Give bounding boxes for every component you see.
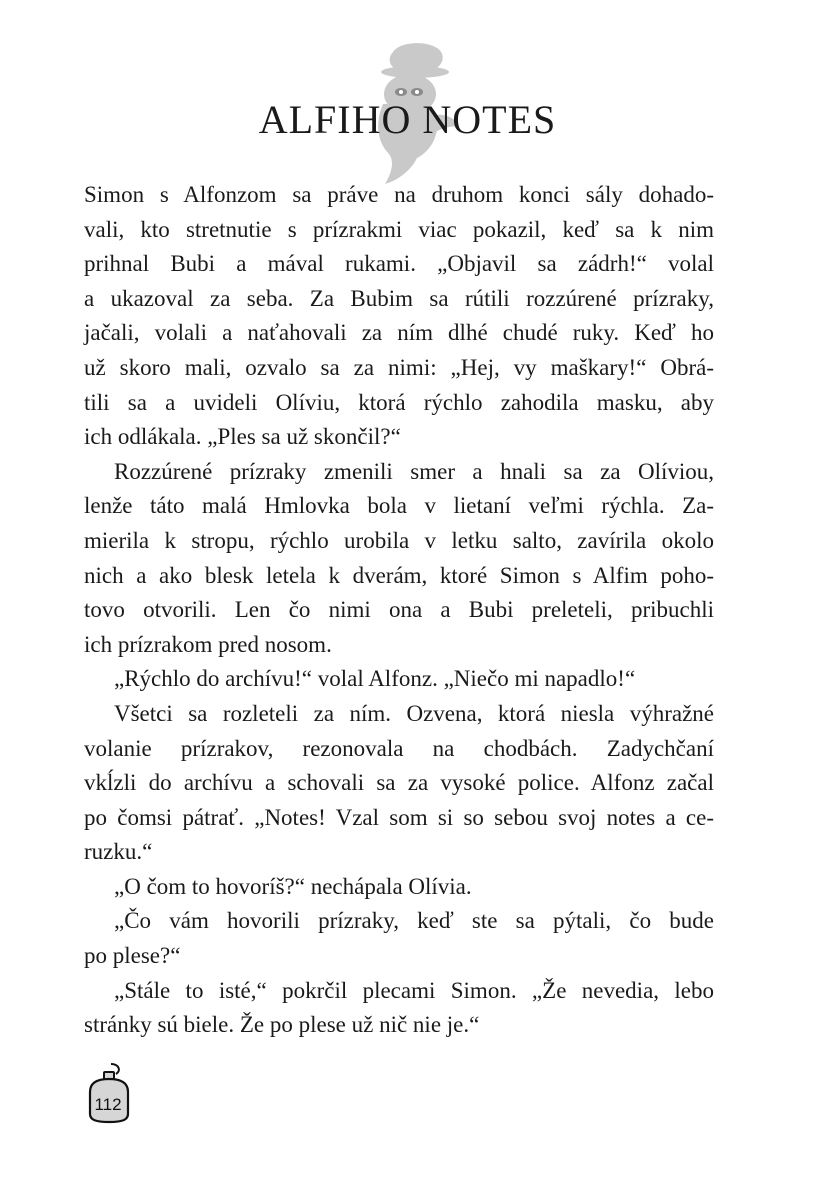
text-line: Simon s Alfonzom sa práve na druhom konci sály dohado- <box>84 182 714 207</box>
text-line: po plese?“ <box>84 943 181 969</box>
text-line: volanie prízrakov, rezonovala na chodbách. Zadychčaní <box>84 735 714 761</box>
text-line: jačali, volali a naťahovali za ním dlhé chudé ruky. Keď ho <box>84 320 714 346</box>
text-line: mierila k stropu, rýchlo urobila v letku salto, zavírila okolo <box>84 527 714 553</box>
text-line: „Stále to isté,“ pokrčil plecami Simon. „Že nevedia, lebo <box>114 977 714 1003</box>
text-line: „Čo vám hovorili prízraky, keď ste sa pýtali, čo bude <box>114 908 714 934</box>
page-title: ALFIHO NOTES <box>258 97 557 142</box>
text-line: Všetci sa rozleteli za ním. Ozvena, ktorá niesla výhražné <box>114 700 714 726</box>
text-line: už skoro mali, ozvalo sa za nimi: „Hej, vy maškary!“ Obrá- <box>84 354 714 380</box>
text-line: Rozzúrené prízraky zmenili smer a hnali sa za Olíviou, <box>114 458 714 484</box>
text-line: tili sa a uvideli Olíviu, ktorá rýchlo zahodila masku, aby <box>84 389 714 415</box>
text-line: ruzku.“ <box>84 839 153 865</box>
text-line: ich odlákala. „Ples sa už skončil?“ <box>84 424 401 450</box>
text-line: „O čom to hovoríš?“ nechápala Olívia. <box>114 873 472 899</box>
text-line: tovo otvorili. Len čo nimi ona a Bubi preleteli, pribuchli <box>84 597 714 623</box>
text-line: stránky sú biele. Že po plese už nič nie je.“ <box>84 1012 480 1038</box>
text-line: vkĺzli do archívu a schovali sa za vysoké police. Alfonz začal <box>84 770 714 796</box>
text-line: nich a ako blesk letela k dverám, ktoré Simon s Alfim poho- <box>84 562 714 588</box>
body-text <box>84 178 714 1043</box>
page-number: 112 <box>94 1095 122 1114</box>
text-line: po čomsi pátrať. „Notes! Vzal som si so sebou svoj notes a ce- <box>84 804 714 830</box>
text-line: „Rýchlo do archívu!“ volal Alfonz. „Niečo mi napadlo!“ <box>114 666 636 692</box>
text-line: ich prízrakom pred nosom. <box>84 631 332 657</box>
text-line: prihnal Bubi a mával rukami. „Objavil sa zádrh!“ volal <box>84 251 714 277</box>
text-line: a ukazoval za seba. Za Bubim sa rútili rozzúrené prízraky, <box>84 285 714 311</box>
text-line: lenže táto malá Hmlovka bola v lietaní veľmi rýchla. Za- <box>84 493 714 519</box>
text-line: vali, kto stretnutie s prízrakmi viac pokazil, keď sa k nim <box>84 216 714 242</box>
